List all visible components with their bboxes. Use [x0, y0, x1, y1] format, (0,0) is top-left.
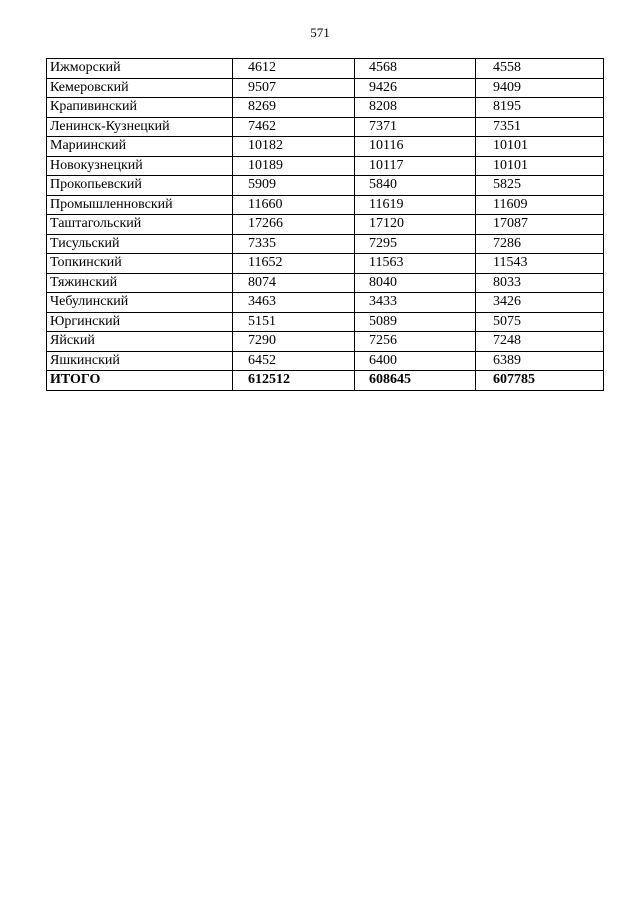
value-col-1: 17266	[233, 215, 355, 235]
district-name: Топкинский	[47, 254, 233, 274]
value-col-2: 17120	[355, 215, 476, 235]
value-col-1: 6452	[233, 351, 355, 371]
district-name: Ленинск-Кузнецкий	[47, 117, 233, 137]
value-col-1: 7462	[233, 117, 355, 137]
table-row	[47, 156, 604, 176]
district-name: Крапивинский	[47, 98, 233, 118]
district-name: Новокузнецкий	[47, 156, 233, 176]
table-row	[47, 176, 604, 196]
district-name: Кемеровский	[47, 78, 233, 98]
value-col-3: 5825	[476, 176, 604, 196]
value-col-2: 7256	[355, 332, 476, 352]
district-name: Ижморский	[47, 59, 233, 79]
table-row	[47, 351, 604, 371]
value-col-3: 6389	[476, 351, 604, 371]
value-col-1: 11660	[233, 195, 355, 215]
table-row	[47, 117, 604, 137]
value-col-3: 4558	[476, 59, 604, 79]
value-col-1: 11652	[233, 254, 355, 274]
district-name: Таштагольский	[47, 215, 233, 235]
value-col-3: 9409	[476, 78, 604, 98]
value-col-1: 3463	[233, 293, 355, 313]
data-table	[46, 58, 604, 391]
district-name: Прокопьевский	[47, 176, 233, 196]
value-col-3: 8033	[476, 273, 604, 293]
table-row	[47, 137, 604, 157]
district-name: Чебулинский	[47, 293, 233, 313]
value-col-1: 7290	[233, 332, 355, 352]
value-col-3: 5075	[476, 312, 604, 332]
value-col-3: 7248	[476, 332, 604, 352]
table-row	[47, 195, 604, 215]
table-row	[47, 215, 604, 235]
table-row	[47, 59, 604, 79]
value-col-3: 11543	[476, 254, 604, 274]
value-col-2: 9426	[355, 78, 476, 98]
table-row	[47, 254, 604, 274]
district-name: Промышленновский	[47, 195, 233, 215]
value-col-2: 4568	[355, 59, 476, 79]
table-row	[47, 98, 604, 118]
value-col-3: 10101	[476, 156, 604, 176]
page-number: 571	[310, 25, 330, 40]
value-col-3: 10101	[476, 137, 604, 157]
value-col-3: 7286	[476, 234, 604, 254]
value-col-3: 11609	[476, 195, 604, 215]
total-value-col-3: 607785	[476, 371, 604, 391]
value-col-1: 5909	[233, 176, 355, 196]
table-row	[47, 312, 604, 332]
value-col-3: 7351	[476, 117, 604, 137]
district-name: Яшкинский	[47, 351, 233, 371]
value-col-1: 4612	[233, 59, 355, 79]
table-row	[47, 78, 604, 98]
total-label: ИТОГО	[47, 371, 233, 391]
value-col-2: 8208	[355, 98, 476, 118]
value-col-1: 9507	[233, 78, 355, 98]
district-name: Тяжинский	[47, 273, 233, 293]
value-col-2: 7371	[355, 117, 476, 137]
table-row	[47, 234, 604, 254]
district-name: Тисульский	[47, 234, 233, 254]
value-col-1: 8074	[233, 273, 355, 293]
district-name: Мариинский	[47, 137, 233, 157]
value-col-2: 8040	[355, 273, 476, 293]
total-value-col-2: 608645	[355, 371, 476, 391]
value-col-2: 7295	[355, 234, 476, 254]
value-col-2: 5089	[355, 312, 476, 332]
value-col-2: 10116	[355, 137, 476, 157]
value-col-1: 7335	[233, 234, 355, 254]
value-col-2: 10117	[355, 156, 476, 176]
table-row	[47, 332, 604, 352]
value-col-2: 11619	[355, 195, 476, 215]
district-name: Яйский	[47, 332, 233, 352]
value-col-2: 6400	[355, 351, 476, 371]
table-row	[47, 273, 604, 293]
value-col-2: 3433	[355, 293, 476, 313]
value-col-3: 8195	[476, 98, 604, 118]
value-col-2: 5840	[355, 176, 476, 196]
value-col-3: 3426	[476, 293, 604, 313]
total-value-col-1: 612512	[233, 371, 355, 391]
total-row	[47, 371, 604, 391]
value-col-1: 10182	[233, 137, 355, 157]
value-col-3: 17087	[476, 215, 604, 235]
value-col-1: 10189	[233, 156, 355, 176]
value-col-2: 11563	[355, 254, 476, 274]
value-col-1: 5151	[233, 312, 355, 332]
table-row	[47, 293, 604, 313]
value-col-1: 8269	[233, 98, 355, 118]
district-name: Юргинский	[47, 312, 233, 332]
